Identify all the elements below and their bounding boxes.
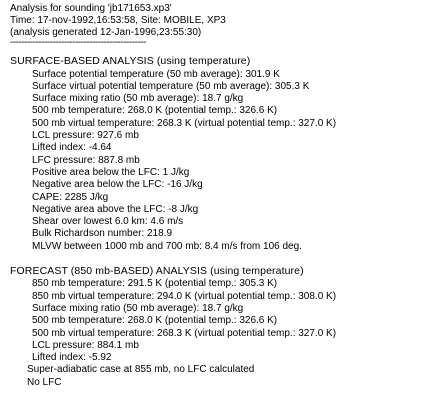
surface-line: 500 mb temperature: 268.0 K (potential temp.: 326.6 K) (32, 105, 278, 116)
surface-line: CAPE: 2285 J/kg (32, 192, 109, 203)
forecast-note: Super-adiabatic case at 855 mb, no LFC calculated (27, 364, 255, 375)
forecast-line: 850 mb temperature: 291.5 K (potential temp.: 305.3 K) (32, 278, 278, 289)
no-lfc-text: No LFC (27, 377, 62, 388)
forecast-heading: FORECAST (850 mb-BASED) ANALYSIS (using temperature) (10, 265, 304, 277)
report-generated: (analysis generated 12-Jan-1996,23:55:30) (10, 27, 202, 38)
forecast-line: LCL pressure: 884.1 mb (32, 340, 139, 351)
report-title: Analysis for sounding 'jb171653.xp3' (10, 3, 172, 14)
surface-line: MLVW between 1000 mb and 700 mb: 8.4 m/s from 106 deg. (32, 241, 302, 252)
surface-line: 500 mb virtual temperature: 268.3 K (virtual potential temp.: 327.0 K) (32, 118, 337, 129)
forecast-line: Surface mixing ratio (50 mb average): 18.7 g/kg (32, 303, 244, 314)
surface-line: Surface mixing ratio (50 mb average): 18.7 g/kg (32, 93, 244, 104)
surface-line: LCL pressure: 927.6 mb (32, 130, 139, 141)
forecast-line: Lifted index: -5.92 (32, 352, 112, 363)
forecast-line: 850 mb virtual temperature: 294.0 K (virtual potential temp.: 308.0 K) (32, 291, 337, 302)
surface-heading: SURFACE-BASED ANALYSIS (using temperature) (10, 55, 251, 67)
surface-line: Lifted index: -4.64 (32, 142, 112, 153)
surface-line: Shear over lowest 6.0 km: 4.6 m/s (32, 216, 184, 227)
surface-line: Negative area above the LFC: -8 J/kg (32, 204, 199, 215)
separator-line: ------------------------------------------------ (10, 37, 146, 48)
surface-line: Negative area below the LFC: -16 J/kg (32, 179, 203, 190)
surface-line: LFC pressure: 887.8 mb (32, 155, 140, 166)
forecast-line: 500 mb virtual temperature: 268.3 K (virtual potential temp.: 327.0 K) (32, 328, 337, 339)
surface-line: Surface virtual potential temperature (50 mb average): 305.3 K (32, 81, 310, 92)
surface-line: Surface potential temperature (50 mb average): 301.9 K (32, 69, 280, 80)
surface-line: Positive area below the LFC: 1 J/kg (32, 167, 190, 178)
surface-line: Bulk Richardson number: 218.9 (32, 228, 173, 239)
forecast-line: 500 mb temperature: 268.0 K (potential temp.: 326.6 K) (32, 315, 278, 326)
report-time: Time: 17-nov-1992,16:53:58, Site: MOBILE, XP3 (10, 15, 226, 26)
